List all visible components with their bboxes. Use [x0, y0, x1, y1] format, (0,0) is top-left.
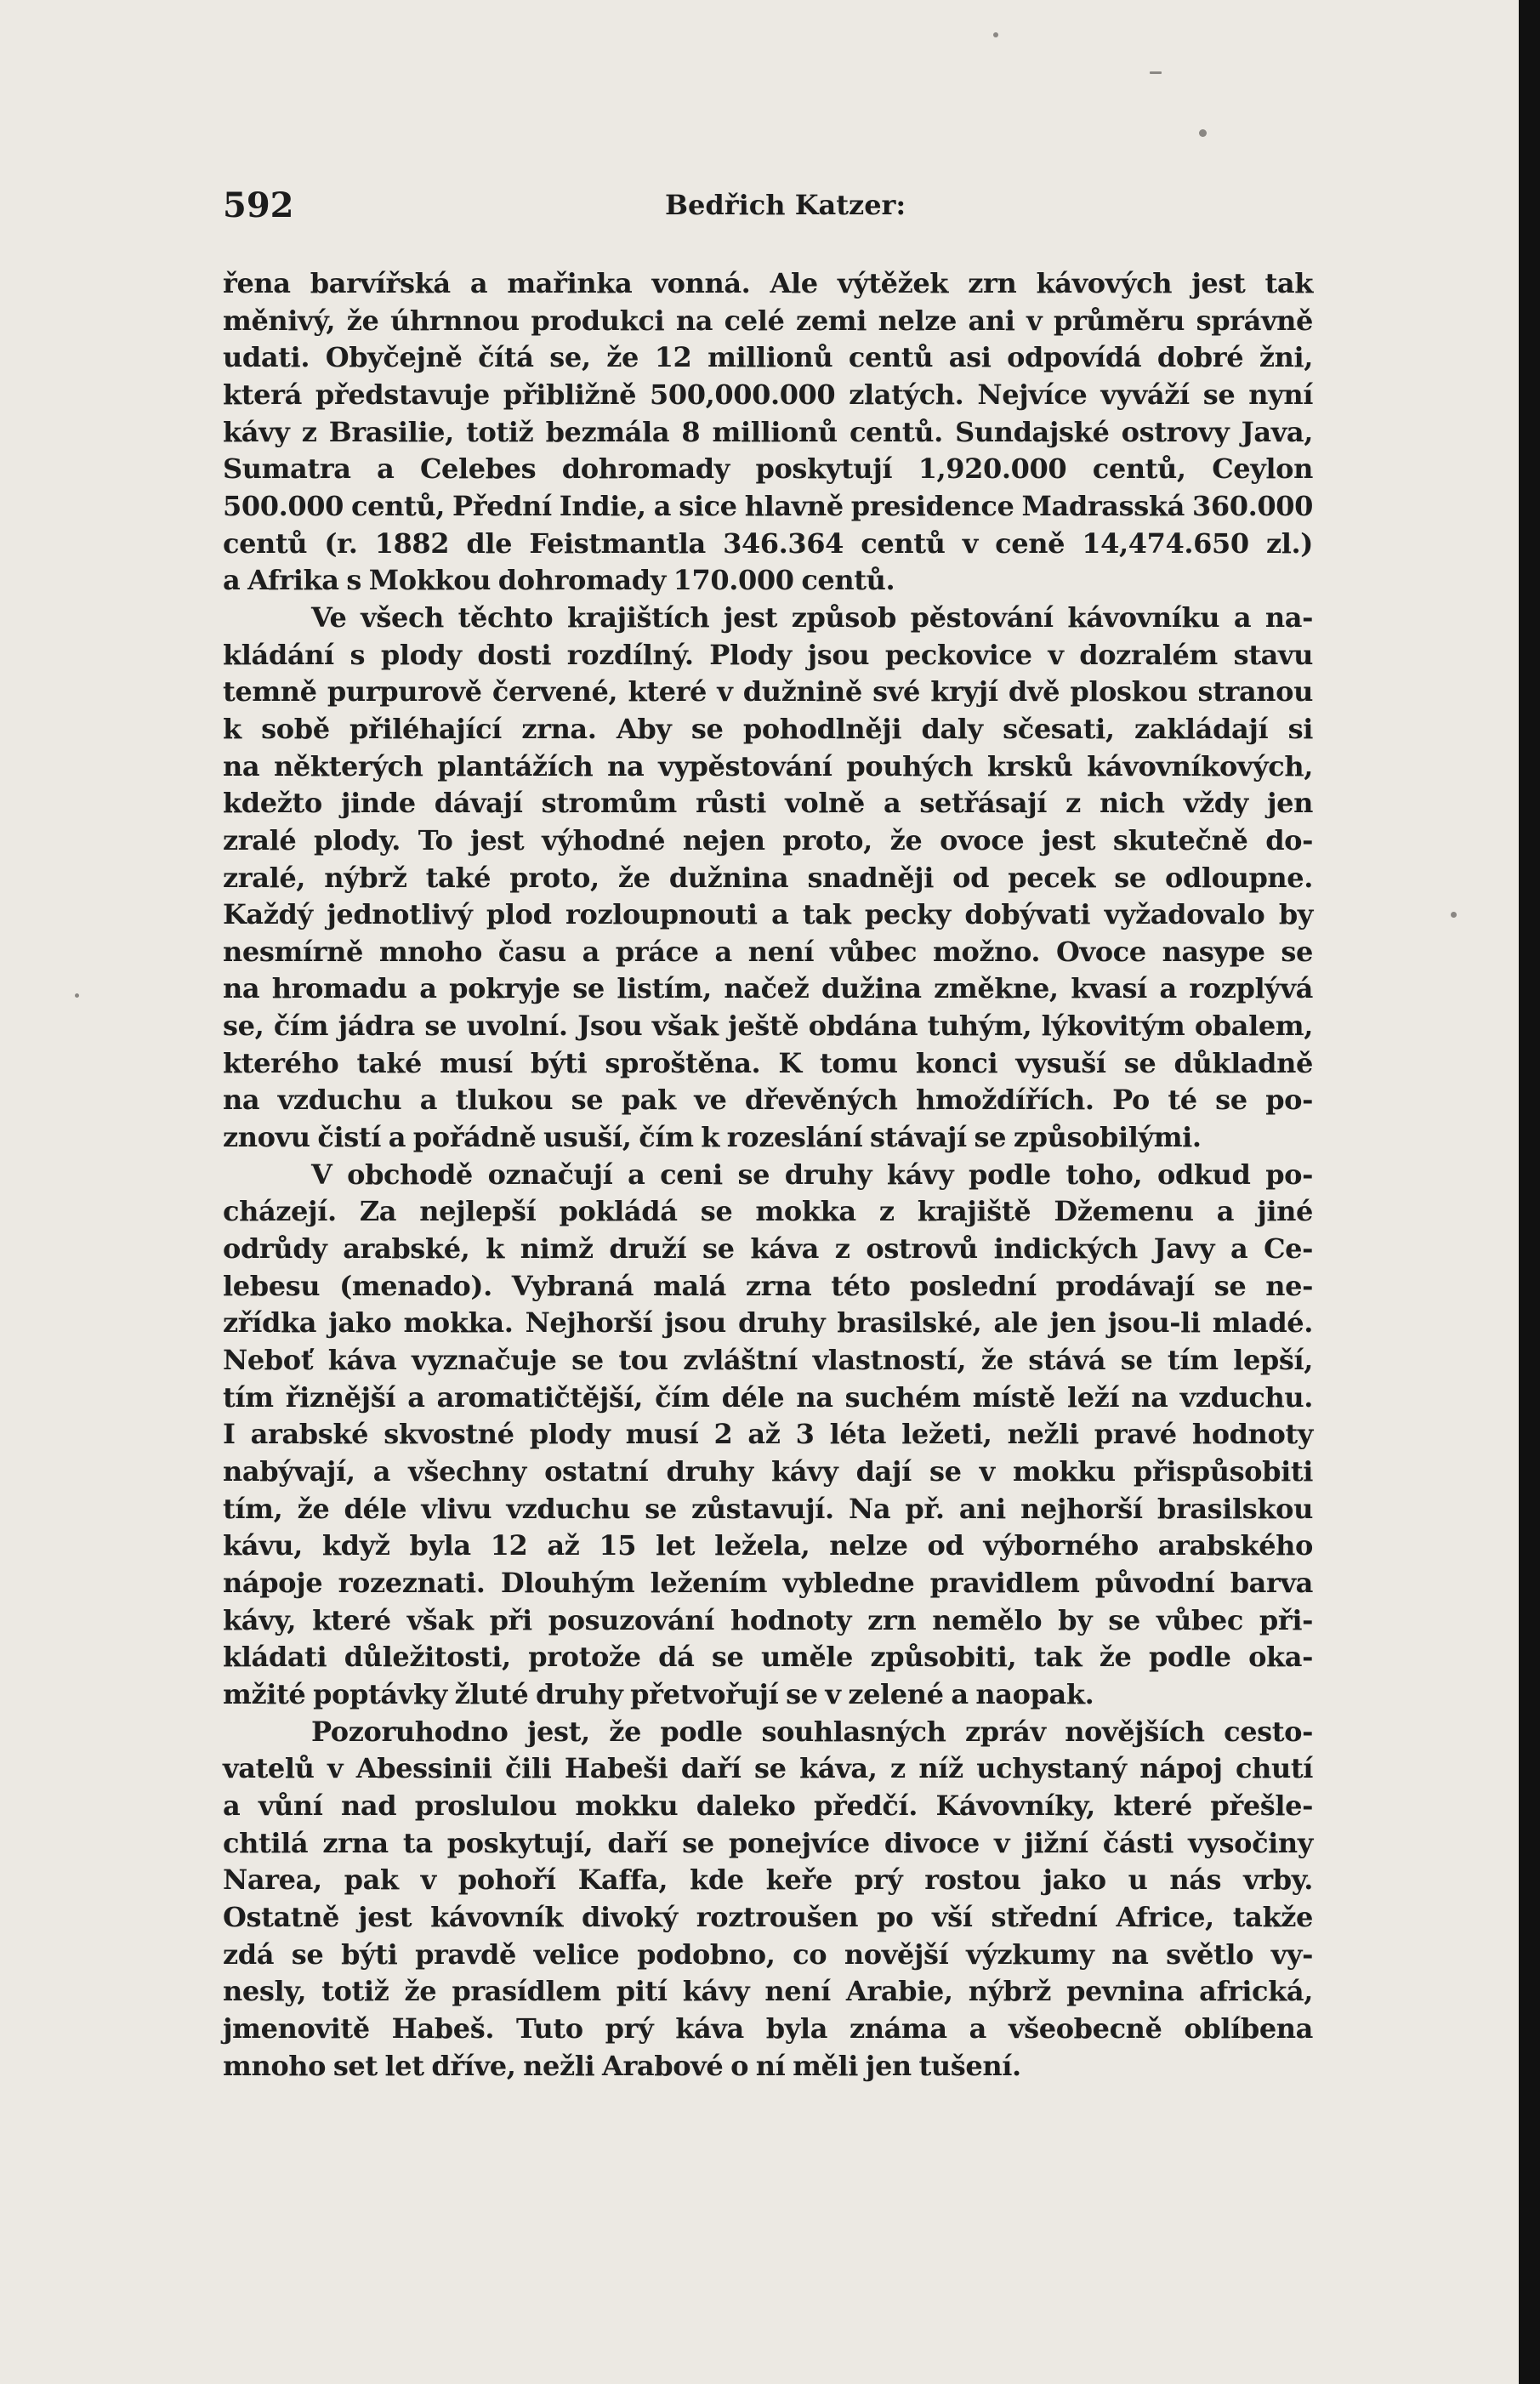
- scan-speck: [1199, 129, 1207, 137]
- text-line: nesly, totiž že prasídlem pití kávy není Arabie, nýbrž pevnina africká,: [223, 1975, 1313, 2008]
- text-line: cházejí. Za nejlepší pokládá se mokka z krajiště Džemenu a jiné: [223, 1195, 1313, 1228]
- text-line: chtilá zrna ta poskytují, daří se ponejvíce divoce v jižní části vysočiny: [223, 1826, 1313, 1859]
- text-line: I arabské skvostné plody musí 2 až 3 léta ležeti, nežli pravé hodnoty: [223, 1418, 1313, 1451]
- text-line: odrůdy arabské, k nimž druží se káva z ostrovů indických Javy a Ce-: [223, 1232, 1313, 1266]
- text-line: na hromadu a pokryje se listím, načež dužina změkne, kvasí a rozplývá: [223, 972, 1313, 1005]
- text-line: na některých plantážích na vypěstování pouhých krsků kávovníkových,: [223, 749, 1313, 782]
- text-line: 500.000 centů, Přední Indie, a sice hlavně presidence Madrasská 360.000: [223, 489, 1313, 522]
- text-line: a Afrika s Mokkou dohromady 170.000 centů.: [223, 564, 895, 597]
- text-line: kávy, které však při posuzování hodnoty zrn nemělo by se vůbec při-: [223, 1603, 1313, 1636]
- text-line: nabývají, a všechny ostatní druhy kávy dají se v mokku přispůsobiti: [223, 1455, 1313, 1488]
- text-line: na vzduchu a tlukou se pak ve dřevěných hmoždířích. Po té se po-: [223, 1084, 1313, 1117]
- scan-speck: [993, 32, 998, 37]
- text-line: tím řiznější a aromatičtější, čím déle na suchém místě leží na vzduchu.: [223, 1380, 1313, 1414]
- text-line: nápoje rozeznati. Dlouhým ležením vybledne pravidlem původní barva: [223, 1566, 1313, 1599]
- text-line: zralé plody. To jest výhodné nejen proto, že ovoce jest skutečně do-: [223, 823, 1313, 856]
- text-line: jmenovitě Habeš. Tuto prý káva byla známa a všeobecně oblíbena: [223, 2011, 1313, 2045]
- text-line: mžité poptávky žluté druhy přetvořují se v zelené a naopak.: [223, 1677, 1094, 1710]
- text-line: udati. Obyčejně čítá se, že 12 millionů centů asi odpovídá dobré žni,: [223, 341, 1313, 374]
- text-line: Pozoruhodno jest, že podle souhlasných zpráv novějších cesto-: [311, 1715, 1313, 1748]
- scan-speck: [1451, 912, 1457, 918]
- text-line: temně purpurově červené, které v dužnině své kryjí dvě ploskou stranou: [223, 675, 1313, 708]
- page-number: 592: [223, 185, 294, 225]
- text-line: mnoho set let dříve, nežli Arabové o ní měli jen tušení.: [223, 2049, 1021, 2082]
- text-line: kdežto jinde dávají stromům růsti volně a setřásají z nich vždy jen: [223, 787, 1313, 820]
- text-line: centů (r. 1882 dle Feistmantla 346.364 centů v ceně 14,474.650 zl.): [223, 526, 1313, 560]
- text-line: tím, že déle vlivu vzduchu se zůstavují. Na př. ani nejhorší brasilskou: [223, 1492, 1313, 1525]
- text-line: V obchodě označují a ceni se druhy kávy podle toho, odkud po-: [311, 1158, 1313, 1191]
- text-line: vatelů v Abessinii čili Habeši daří se káva, z níž uchystaný nápoj chutí: [223, 1752, 1313, 1785]
- text-line: kládání s plody dosti rozdílný. Plody jsou peckovice v dozralém stavu: [223, 638, 1313, 671]
- text-line: kládati důležitosti, protože dá se uměle způsobiti, tak že podle oka-: [223, 1641, 1313, 1674]
- scan-border: [1519, 0, 1540, 2384]
- text-line: řena barvířská a mařinka vonná. Ale výtěžek zrn kávových jest tak: [223, 267, 1313, 299]
- text-line: měnivý, že úhrnnou produkci na celé zemi nelze ani v průměru správně: [223, 304, 1313, 337]
- text-line: zřídka jako mokka. Nejhorší jsou druhy brasilské, ale jen jsou-li mladé.: [223, 1306, 1313, 1340]
- scan-speck: [75, 993, 79, 998]
- text-line: Narea, pak v pohoří Kaffa, kde keře prý rostou jako u nás vrby.: [223, 1863, 1313, 1897]
- text-line: zralé, nýbrž také proto, že dužnina snadněji od pecek se odloupne.: [223, 861, 1313, 894]
- text-line: kterého také musí býti sproštěna. K tomu konci vysuší se důkladně: [223, 1046, 1313, 1079]
- text-line: Každý jednotlivý plod rozloupnouti a tak pecky dobývati vyžadovalo by: [223, 898, 1313, 931]
- scan-speck: [1150, 71, 1162, 74]
- text-line: se, čím jádra se uvolní. Jsou však ještě obdána tuhým, lýkovitým obalem,: [223, 1010, 1313, 1043]
- running-title: Bedřich Katzer:: [665, 189, 906, 221]
- text-line: Ve všech těchto krajištích jest způsob pěstování kávovníku a na-: [311, 600, 1313, 634]
- running-head: [223, 185, 1328, 236]
- text-line: lebesu (menado). Vybraná malá zrna této poslední prodávají se ne-: [223, 1269, 1313, 1302]
- body-text: [223, 265, 1313, 2085]
- text-line: kávu, když byla 12 až 15 let ležela, nelze od výborného arabského: [223, 1529, 1313, 1562]
- text-line: a vůní nad proslulou mokku daleko předčí. Kávovníky, které přešle-: [223, 1789, 1313, 1822]
- text-line: nesmírně mnoho času a práce a není vůbec možno. Ovoce nasype se: [223, 935, 1313, 968]
- text-line: znovu čistí a pořádně usuší, čím k rozeslání stávají se způsobilými.: [223, 1121, 1202, 1154]
- text-line: Ostatně jest kávovník divoký roztroušen po vší střední Africe, takže: [223, 1900, 1313, 1933]
- text-line: kávy z Brasilie, totiž bezmála 8 millionů centů. Sundajské ostrovy Java,: [223, 415, 1313, 448]
- text-line: Sumatra a Celebes dohromady poskytují 1,920.000 centů, Ceylon: [223, 452, 1313, 486]
- text-line: Neboť káva vyznačuje se tou zvláštní vlastností, že stává se tím lepší,: [223, 1344, 1313, 1377]
- text-line: k sobě přiléhající zrna. Aby se pohodlněji daly sčesati, zakládají si: [223, 712, 1313, 745]
- text-line: která představuje přibližně 500,000.000 zlatých. Nejvíce vyváží se nyní: [223, 378, 1313, 411]
- text-line: zdá se býti pravdě velice podobno, co novější výzkumy na světlo vy-: [223, 1937, 1313, 1971]
